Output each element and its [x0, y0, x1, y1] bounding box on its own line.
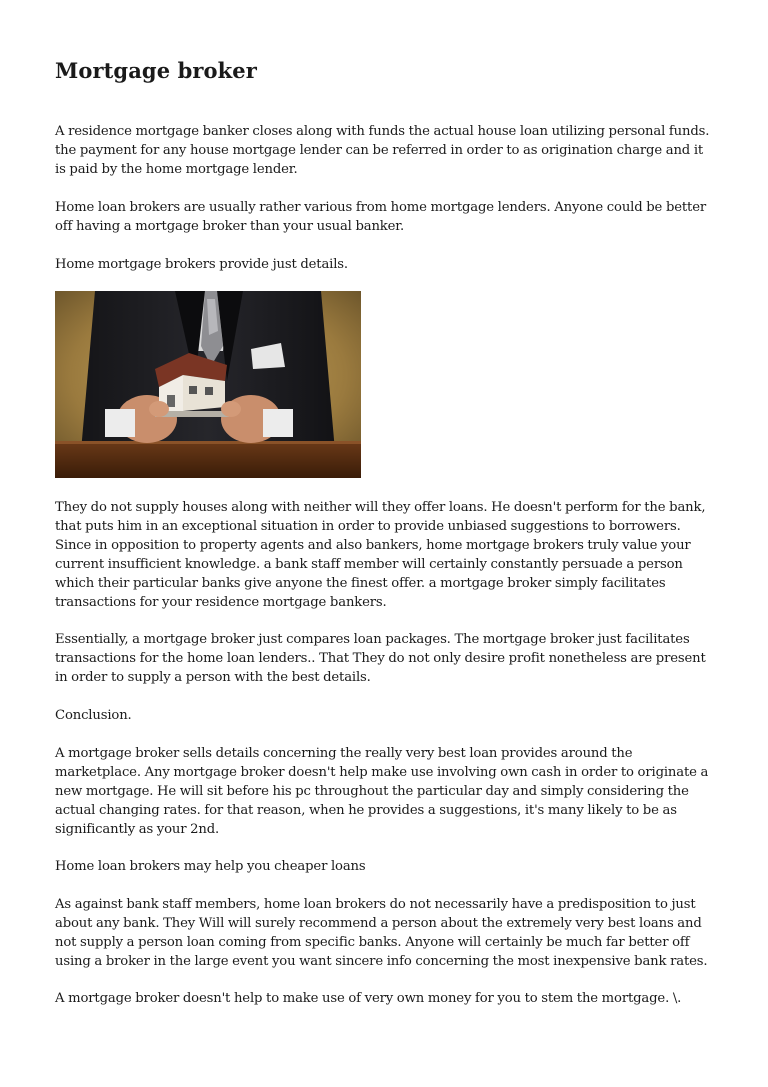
document-title: Mortgage broker: [55, 58, 257, 83]
paragraph-9: As against bank staff members, home loan brokers do not necessarily have a predisposition to just about any bank. They Will will surely recommend a person about the extremely very best loans and not supply a person loan coming from specific banks. Anyone will certainly be much far better off using a broker in the large event you want sincere info concerning the most inexpensive bank rates.: [55, 897, 708, 969]
paragraph-6: Conclusion.: [55, 708, 132, 723]
paragraph-2: Home loan brokers are usually rather various from home mortgage lenders. Anyone could be better off having a mortgage broker than your usual banker.: [55, 200, 707, 234]
paragraph-7: A mortgage broker sells details concerning the really very best loan provides around the marketplace. Any mortgage broker doesn't help make use involving own cash in order to originate a new mortgage. He will sit before his pc throughout the particular day and simply considering the actual changing rates. for that reason, when he provides a suggestions, it's many likely to be as significantly as your 2nd.: [55, 746, 709, 837]
paragraph-3: Home mortgage brokers provide just details.: [55, 257, 348, 272]
paragraph-10: A mortgage broker doesn't help to make use of very own money for you to stem the mortgage. \.: [55, 991, 682, 1006]
paragraph-1: A residence mortgage banker closes along with funds the actual house loan utilizing personal funds. the payment for any house mortgage lender can be referred in order to as origination charge and it is paid by the home mortgage lender.: [55, 124, 710, 177]
businessman-holding-house-photo: [55, 291, 361, 478]
paragraph-4: They do not supply houses along with neither will they offer loans. He doesn't perform for the bank, that puts him in an exceptional situation in order to provide unbiased suggestions to borrowers. Since in opposition to property agents and also bankers, home mortgage brokers truly value your current insufficient knowledge. a bank staff member will certainly constantly persuade a person which their particular banks give anyone the finest offer. a mortgage broker simply facilitates transactions for your residence mortgage bankers.: [55, 500, 706, 610]
paragraph-5: Essentially, a mortgage broker just compares loan packages. The mortgage broker just facilitates transactions for the home loan lenders.. That They do not only desire profit nonetheless are present in order to supply a person with the best details.: [55, 632, 706, 685]
paragraph-8: Home loan brokers may help you cheaper loans: [55, 859, 366, 874]
